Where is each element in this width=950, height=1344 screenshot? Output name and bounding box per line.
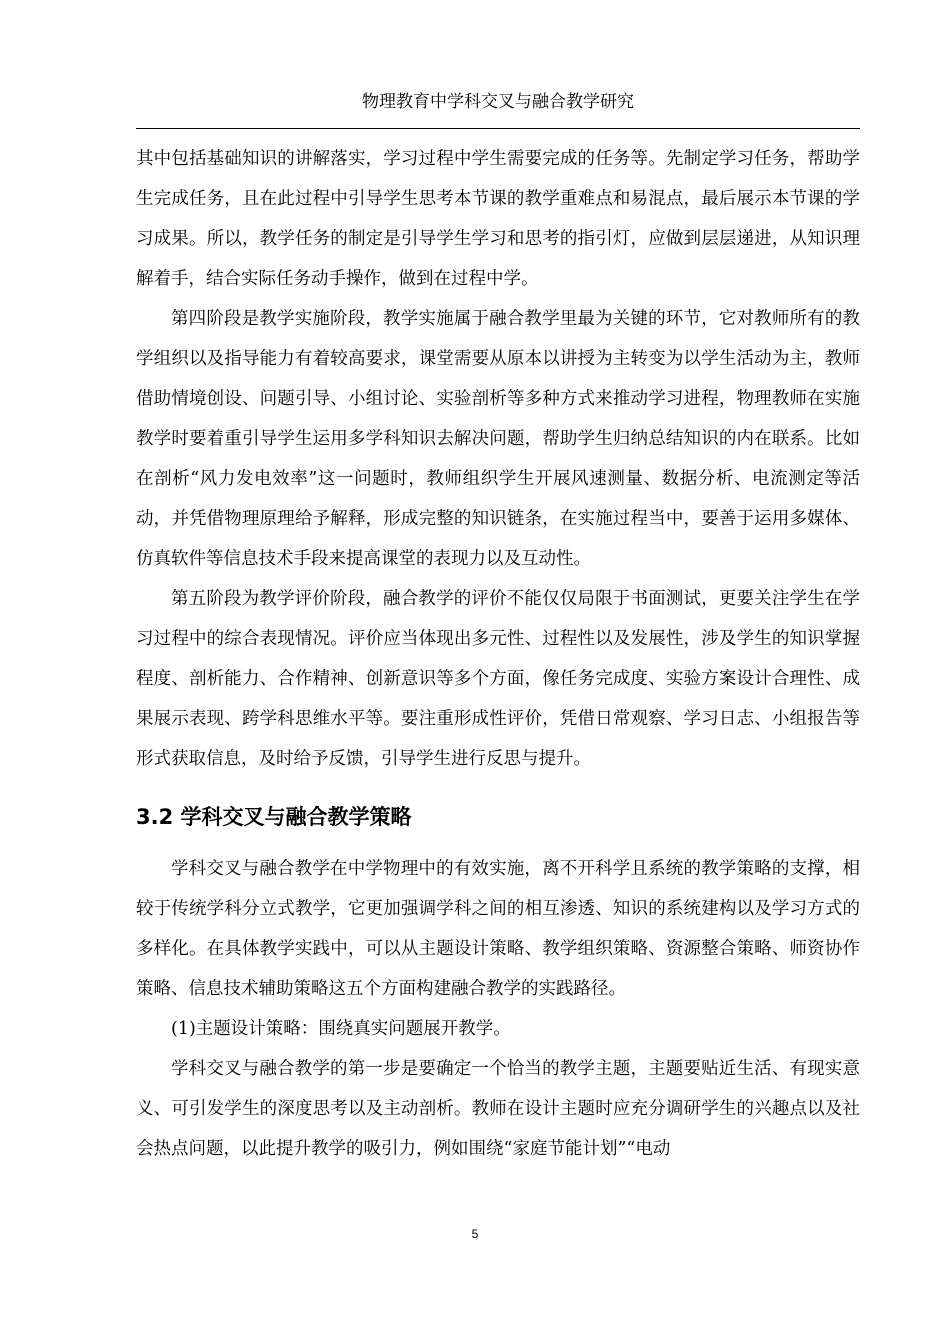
paragraph-stage-four: 第四阶段是教学实施阶段，教学实施属于融合教学里最为关键的环节，它对教师所有的教学组织以及指导能力有着较高要求，课堂需要从原本以讲授为主转变为以学生活动为主，教师借助情境创设、问题引导、小组讨论、实验剖析等多种方式来推动学习进程，物理教师在实施教学时要着重引导学生运用多学科知识去解决问题，帮助学生归纳总结知识的内在联系。比如在剖析“风力发电效率”这一问题时，教师组织学生开展风速测量、数据分析、电流测定等活动，并凭借物理原理给予解释，形成完整的知识链条，在实施过程当中，要善于运用多媒体、仿真软件等信息技术手段来提高课堂的表现力以及互动性。 <box>136 309 860 569</box>
running-header: 物理教育中学科交叉与融合教学研究 <box>362 92 634 112</box>
paragraph-subheading-theme: (1)主题设计策略：围绕真实问题展开教学。 <box>171 1019 511 1039</box>
header-divider <box>136 128 860 129</box>
page-number: 5 <box>471 1227 479 1241</box>
paragraph-strategy-intro: 学科交叉与融合教学在中学物理中的有效实施，离不开科学且系统的教学策略的支撑，相较于传统学科分立式教学，它更加强调学科之间的相互渗透、知识的系统建构以及学习方式的多样化。在具体教学实践中，可以从主题设计策略、教学组织策略、资源整合策略、师资协作策略、信息技术辅助策略这五个方面构建融合教学的实践路径。 <box>136 859 860 999</box>
paragraph-continuation: 其中包括基础知识的讲解落实，学习过程中学生需要完成的任务等。先制定学习任务，帮助学生完成任务，且在此过程中引导学生思考本节课的教学重难点和易混点，最后展示本节课的学习成果。所以，教学任务的制定是引导学生学习和思考的指引灯，应做到层层递进，从知识理解着手，结合实际任务动手操作，做到在过程中学。 <box>136 149 860 289</box>
paragraph-stage-five: 第五阶段为教学评价阶段，融合教学的评价不能仅仅局限于书面测试，更要关注学生在学习过程中的综合表现情况。评价应当体现出多元性、过程性以及发展性，涉及学生的知识掌握程度、剖析能力、合作精神、创新意识等多个方面，像任务完成度、实验方案设计合理性、成果展示表现、跨学科思维水平等。要注重形成性评价，凭借日常观察、学习日志、小组报告等形式获取信息，及时给予反馈，引导学生进行反思与提升。 <box>136 589 860 769</box>
section-heading: 3.2 学科交叉与融合教学策略 <box>136 805 412 829</box>
paragraph-theme-design: 学科交叉与融合教学的第一步是要确定一个恰当的教学主题，主题要贴近生活、有现实意义、可引发学生的深度思考以及主动剖析。教师在设计主题时应充分调研学生的兴趣点以及社会热点问题，以此提升教学的吸引力，例如围绕“家庭节能计划”“电动 <box>136 1059 860 1159</box>
body-text <box>136 139 860 1169</box>
